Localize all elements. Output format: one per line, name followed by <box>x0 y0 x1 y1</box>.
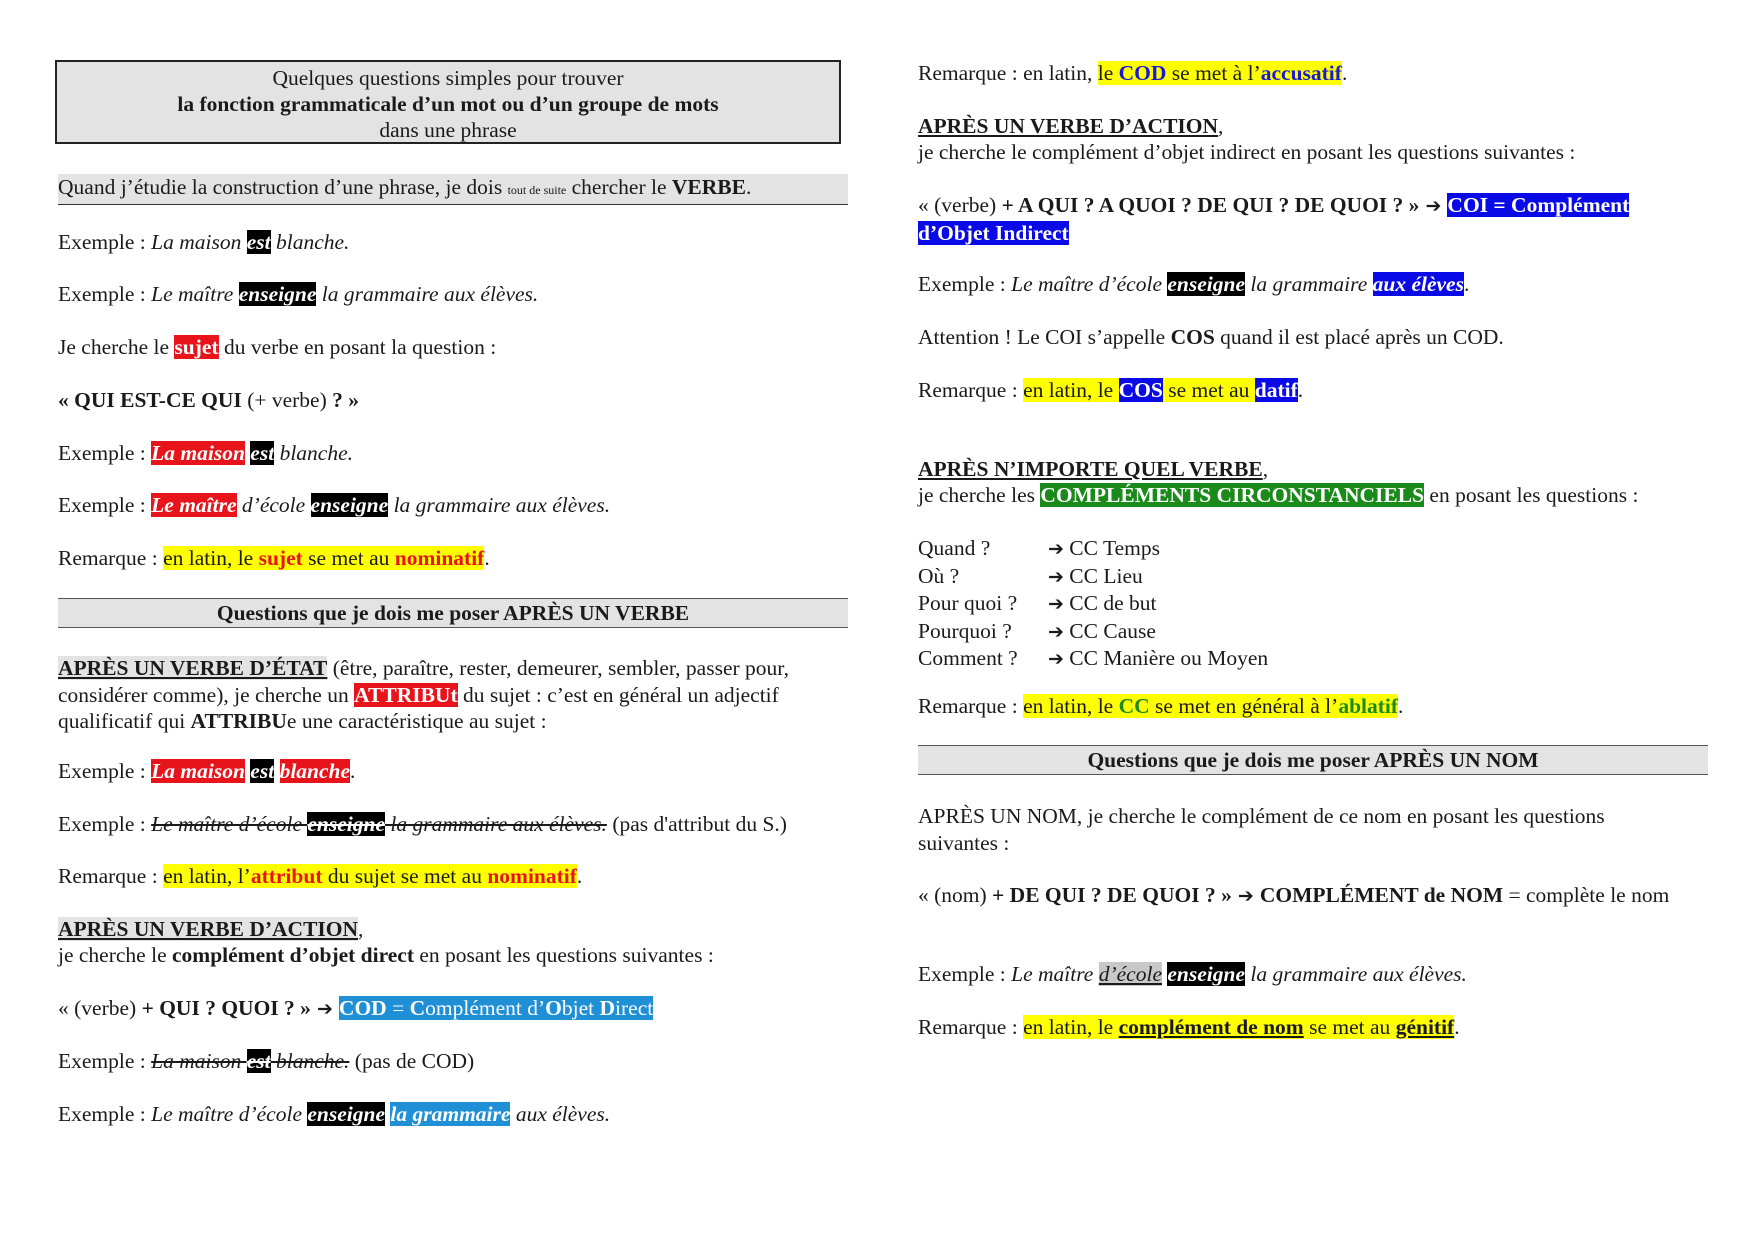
example-7 <box>58 1048 848 1075</box>
paragraph-text: (être, paraître, rester, demeurer, sembler, passer pour, considérer comme), je cherche un <box>58 656 789 707</box>
remark-keyword: sujet <box>258 546 303 570</box>
comma: , <box>358 917 364 941</box>
qui-question-verb: (+ verbe) <box>247 388 327 412</box>
text: omplément d’ <box>425 996 546 1020</box>
remark-case: datif <box>1254 378 1298 402</box>
cod-initial: D <box>599 996 616 1020</box>
remark-keyword: COD <box>1118 61 1167 85</box>
coi-highlight: COI = Complément <box>1447 193 1630 217</box>
arrow-icon: ➔ <box>1048 538 1064 560</box>
example-label: Exemple : <box>58 493 152 517</box>
example-label: Exemple : <box>918 272 1012 296</box>
text: « (verbe) <box>918 193 1002 217</box>
example-text: la grammaire <box>1245 272 1373 296</box>
struck-text: blanche. <box>270 1049 350 1073</box>
remark-label: Remarque : <box>918 694 1024 718</box>
text: je cherche le <box>58 943 172 967</box>
verbe-action-heading-line-2 <box>918 113 1708 140</box>
attribue-end: e <box>286 709 297 733</box>
comma: , <box>1218 114 1224 138</box>
text: du verbe en posant la question : <box>218 335 497 359</box>
example-note: (pas de COD) <box>349 1049 475 1073</box>
text: bjet <box>561 996 600 1020</box>
arrow-icon: ➔ <box>1048 565 1064 588</box>
cc-question: Pourquoi ? <box>918 618 1012 643</box>
remark-case: génitif <box>1395 1015 1455 1039</box>
nom-question <box>918 882 1708 910</box>
remark-text: en latin, le <box>1023 378 1119 402</box>
remark-4 <box>918 377 1708 404</box>
example-text: La maison <box>151 230 247 254</box>
remark-end: . <box>1297 378 1304 402</box>
example-text: d’école <box>236 493 311 517</box>
remark-text: le <box>1097 61 1119 85</box>
text: = <box>386 996 410 1020</box>
example-9 <box>918 271 1708 298</box>
example-text: Le maître d’école <box>1011 272 1168 296</box>
verbe-etat-paragraph <box>58 655 818 735</box>
verb-highlight: est <box>250 441 275 465</box>
nom-intro: APRÈS UN NOM, je cherche le complément de ce nom en posant les questions suivantes : <box>918 804 1605 855</box>
remark-label: Remarque : en latin, <box>918 61 1098 85</box>
text: irect <box>615 996 654 1020</box>
example-label: Exemple : <box>58 441 152 465</box>
cc-answer: CC Cause <box>1069 618 1156 643</box>
verbe-action-heading-line <box>58 916 848 943</box>
example-5 <box>58 758 848 785</box>
coi-highlight: d’Objet Indirect <box>918 220 1069 245</box>
remark-text: se met à l’ <box>1166 61 1261 85</box>
cod-question <box>58 995 848 1023</box>
remark-text: du sujet se met au <box>322 864 488 888</box>
cod-initial: C <box>409 996 426 1020</box>
cc-list-item <box>918 563 1708 591</box>
struck-text: la grammaire aux élèves. <box>385 812 607 836</box>
coi-question-text: + A QUI ? A QUOI ? DE QUI ? DE QUOI ? » <box>1001 193 1420 217</box>
text: « (verbe) <box>58 996 142 1020</box>
cc-intro <box>918 482 1708 509</box>
cc-question: Pour quoi ? <box>918 591 1018 615</box>
cdn-label: COMPLÉMENT de NOM <box>1259 883 1504 907</box>
arrow-icon: ➔ <box>1048 620 1064 643</box>
cod-initial: O <box>545 996 562 1020</box>
qui-question-end: ? » <box>326 388 360 412</box>
section-heading-nom: Questions que je dois me poser APRÈS UN NOM <box>918 745 1708 775</box>
remark-label: Remarque : <box>918 378 1024 402</box>
title-line-1: Quelques questions simples pour trouver <box>272 66 624 90</box>
cc-list-item <box>918 645 1708 673</box>
cod-question-text: + QUI ? QUOI ? » <box>141 996 311 1020</box>
cdn-highlight: d’école <box>1098 962 1162 986</box>
sujet-highlight: sujet <box>174 335 219 359</box>
quel-verbe-heading: APRÈS N’IMPORTE QUEL VERBE <box>918 457 1263 481</box>
verb-highlight: est <box>250 759 275 783</box>
example-text: Le maître <box>151 282 239 306</box>
verb-highlight: enseigne <box>307 812 386 836</box>
example-text: la grammaire aux élèves. <box>388 493 611 517</box>
arrow-icon: ➔ <box>1419 195 1448 217</box>
quel-verbe-heading-line <box>918 456 1708 483</box>
remark-keyword: complément de nom <box>1118 1015 1304 1039</box>
text: je cherche les <box>918 483 1041 507</box>
cc-list-item <box>918 535 1708 563</box>
coi-question <box>918 192 1708 246</box>
remark-3 <box>918 60 1708 87</box>
arrow-icon: ➔ <box>310 998 339 1020</box>
arrow-icon: ➔ <box>1231 885 1260 907</box>
example-6 <box>58 811 848 838</box>
example-label: Exemple : <box>58 812 152 836</box>
remark-label: Remarque : <box>58 546 164 570</box>
remark-text: en latin, le <box>1023 1015 1119 1039</box>
sujet-question-line <box>58 334 848 361</box>
subject-highlight: Le maître <box>151 493 237 517</box>
cc-question: Où ? <box>918 563 960 588</box>
cod-highlight: la grammaire <box>390 1102 511 1126</box>
example-text: la grammaire aux élèves. <box>316 282 539 306</box>
remark-text: se met en général à l’ <box>1149 694 1339 718</box>
example-2 <box>58 281 848 308</box>
intro-text-2: chercher le <box>566 175 672 199</box>
verbe-action-heading: APRÈS UN VERBE D’ACTION <box>58 917 359 941</box>
intro-verbe: VERBE <box>671 175 746 199</box>
subject-highlight: La maison <box>151 759 245 783</box>
text: « (nom) <box>918 883 993 907</box>
remark-2 <box>58 863 848 890</box>
example-text: la grammaire aux élèves. <box>1245 962 1467 986</box>
intro-end: . <box>745 175 752 199</box>
remark-case: nominatif <box>394 546 485 570</box>
verbe-action-heading: APRÈS UN VERBE D’ACTION <box>918 114 1219 138</box>
example-label: Exemple : <box>918 962 1012 986</box>
cc-answer: CC de but <box>1069 591 1157 615</box>
title-line-3: dans une phrase <box>379 118 517 142</box>
verbe-action-text <box>58 942 848 969</box>
cc-highlight: COMPLÉMENTS CIRCONSTANCIELS <box>1040 483 1425 507</box>
comma: , <box>1262 457 1269 481</box>
title-box <box>55 60 841 144</box>
struck-text: La maison <box>151 1049 247 1073</box>
remark-5 <box>918 693 1708 720</box>
remark-text: se met au <box>1303 1015 1396 1039</box>
example-4 <box>58 492 848 519</box>
remark-end: . <box>1398 694 1404 718</box>
remark-end: . <box>484 546 490 570</box>
example-end: . <box>350 759 356 783</box>
cc-list-item <box>918 618 1708 646</box>
example-note: (pas d'attribut du S.) <box>606 812 787 836</box>
cc-question: Quand ? <box>918 536 991 560</box>
cc-question: Comment ? <box>918 646 1018 670</box>
remark-text: en latin, le <box>1023 694 1119 718</box>
example-3 <box>58 440 848 467</box>
cc-list-item <box>918 590 1708 618</box>
intro-text: Quand j’étudie la construction d’une phrase, je dois <box>58 175 508 199</box>
example-label: Exemple : <box>58 1049 152 1073</box>
verb-highlight: est <box>246 1049 271 1073</box>
verb-highlight: enseigne <box>1167 272 1246 296</box>
text: Attention ! Le COI s’appelle <box>918 325 1171 349</box>
struck-text: Le maître d’école <box>151 812 308 836</box>
cod-label: complément d’objet direct <box>172 943 415 967</box>
example-label: Exemple : <box>58 282 152 306</box>
example-1 <box>58 229 848 256</box>
text: en posant les questions suivantes : <box>414 943 714 967</box>
cod-abbr: COD <box>338 996 387 1020</box>
cos-label: COS <box>1170 325 1215 349</box>
remark-6 <box>918 1014 1708 1041</box>
remark-case: ablatif <box>1338 694 1399 718</box>
example-label: Exemple : <box>58 759 152 783</box>
example-10 <box>918 961 1708 988</box>
remark-text: se met au <box>302 546 395 570</box>
remark-label: Remarque : <box>918 1015 1024 1039</box>
text: quand il est placé après un COD. <box>1214 325 1504 349</box>
example-text: Le maître <box>1011 962 1099 986</box>
example-text: aux élèves. <box>510 1102 611 1126</box>
text: en posant les questions : <box>1424 483 1639 507</box>
attribue-bold: ATTRIBU <box>190 709 287 733</box>
section-heading-verbe: Questions que je dois me poser APRÈS UN VERBE <box>58 598 848 628</box>
remark-keyword: attribut <box>250 864 323 888</box>
cc-answer: CC Lieu <box>1069 563 1143 588</box>
example-text: Le maître d’école <box>151 1102 308 1126</box>
cc-answer: CC Temps <box>1069 536 1160 560</box>
remark-keyword: COS <box>1118 378 1163 402</box>
verb-highlight: enseigne <box>238 282 317 306</box>
attribut-highlight: ATTRIBUt <box>354 682 458 707</box>
attention-line <box>918 324 1708 351</box>
cc-answer: CC Manière ou Moyen <box>1069 646 1269 670</box>
verb-highlight: enseigne <box>307 1102 386 1126</box>
example-text: blanche. <box>274 441 353 465</box>
subject-highlight: La maison <box>151 441 245 465</box>
example-label: Exemple : <box>58 1102 152 1126</box>
text: = complète le nom <box>1503 883 1670 907</box>
cc-list <box>918 535 1708 673</box>
remark-text: se met au <box>1162 378 1255 402</box>
coi-highlight: aux élèves <box>1372 272 1464 296</box>
attribut-highlight: blanche <box>279 759 351 783</box>
remark-keyword: CC <box>1118 694 1150 718</box>
qui-question-text: « QUI EST-CE QUI <box>58 388 248 412</box>
arrow-icon: ➔ <box>1048 593 1064 615</box>
verb-highlight: enseigne <box>1167 962 1246 986</box>
qui-question <box>58 387 848 414</box>
paragraph-text: du sujet : c’est en général un adjectif qualificatif qui <box>58 682 779 733</box>
paragraph-text: une caractéristique au sujet : <box>296 709 547 733</box>
coi-intro: je cherche le complément d’objet indirect en posant les questions suivantes : <box>918 140 1576 164</box>
verb-highlight: enseigne <box>310 493 389 517</box>
intro-small-text: tout de suite <box>507 183 567 197</box>
arrow-icon: ➔ <box>1048 648 1064 670</box>
title-line-2: la fonction grammaticale d’un mot ou d’un groupe de mots <box>177 92 719 116</box>
remark-end: . <box>576 864 583 888</box>
intro-line <box>58 174 848 205</box>
example-label: Exemple : <box>58 230 152 254</box>
remark-case: nominatif <box>487 864 577 888</box>
verb-highlight: est <box>246 230 271 254</box>
remark-1 <box>58 545 848 572</box>
text: Je cherche le <box>58 335 175 359</box>
remark-end: . <box>1341 61 1348 85</box>
verbe-etat-heading: APRÈS UN VERBE D’ÉTAT <box>58 656 328 680</box>
remark-end: . <box>1454 1015 1460 1039</box>
example-8 <box>58 1101 848 1128</box>
example-end: . <box>1463 272 1470 296</box>
remark-label: Remarque : <box>58 864 164 888</box>
remark-case: accusatif <box>1260 61 1342 85</box>
nom-question-text: + DE QUI ? DE QUOI ? » <box>992 883 1232 907</box>
remark-text: en latin, le <box>163 546 259 570</box>
example-text: blanche. <box>270 230 350 254</box>
remark-text: en latin, l’ <box>163 864 251 888</box>
